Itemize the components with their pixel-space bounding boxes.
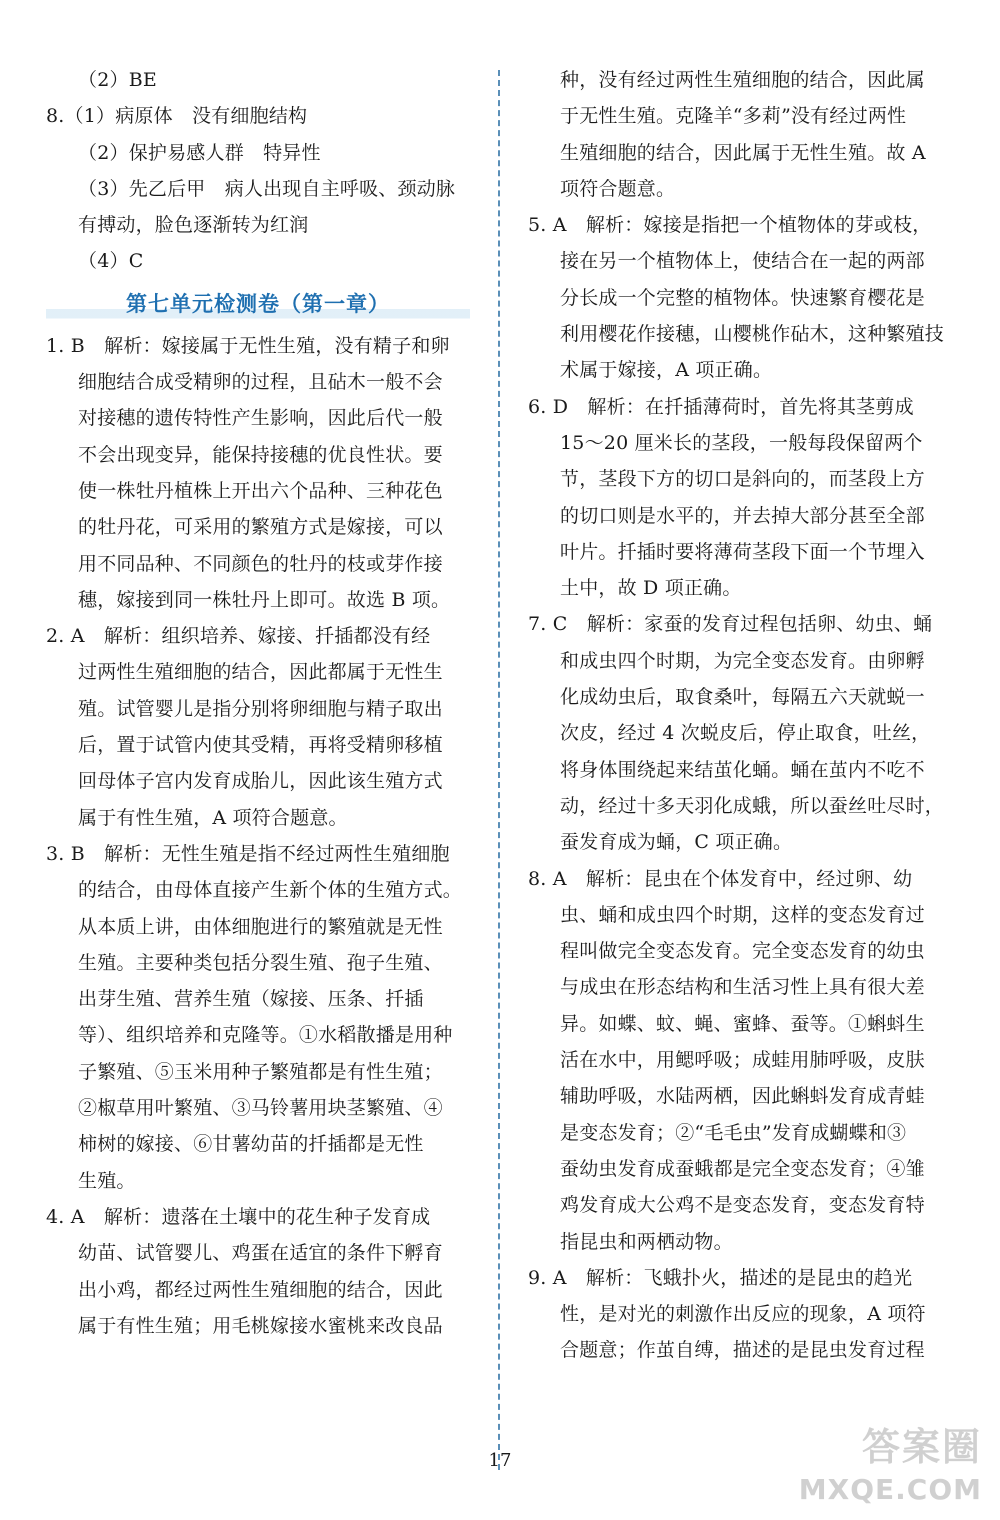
- text-line: 生殖。: [78, 1169, 136, 1192]
- text-line: 3. B 解析：无性生殖是指不经过两性生殖细胞: [46, 842, 450, 865]
- text-line: 的切口则是水平的，并去掉大部分甚至全部: [560, 504, 925, 527]
- text-line: 用不同品种、不同颜色的牡丹的枝或芽作接: [78, 552, 443, 575]
- text-line: 生殖。主要种类包括分裂生殖、孢子生殖、: [78, 951, 443, 974]
- watermark-bottom-text: MXQE.COM: [798, 1473, 982, 1506]
- text-line: 使一株牡丹植株上开出六个品种、三种花色: [78, 479, 443, 502]
- column-divider: [498, 70, 500, 1470]
- text-line: 性，是对光的刺激作出反应的现象，A 项符: [560, 1303, 926, 1326]
- text-line: 的牡丹花，可采用的繁殖方式是嫁接，可以: [78, 516, 443, 539]
- text-line: 程叫做完全变态发育。完全变态发育的幼虫: [560, 940, 925, 963]
- text-line: 等）、组织培养和克隆等。①水稻散播是用种: [78, 1024, 453, 1047]
- text-line: 次皮，经过 4 次蜕皮后，停止取食，吐丝，: [560, 722, 931, 745]
- text-line: 8. A 解析：昆虫在个体发育中，经过卵、幼: [528, 867, 913, 890]
- text-line: 化成幼虫后，取食桑叶，每隔五六天就蜕一: [560, 686, 925, 709]
- text-line: 7. C 解析：家蚕的发育过程包括卵、幼虫、蛹: [528, 613, 933, 636]
- text-line: 于无性生殖。克隆羊“多莉”没有经过两性: [560, 105, 907, 128]
- right-column: [528, 62, 948, 1369]
- text-line: 子繁殖、⑤玉米用种子繁殖都是有性生殖；: [78, 1060, 443, 1083]
- text-line: 鸡发育成大公鸡不是变态发育，变态发育特: [560, 1194, 925, 1217]
- text-line: 属于有性生殖，A 项符合题意。: [78, 806, 348, 829]
- text-line: 生殖细胞的结合，因此属于无性生殖。故 A: [560, 141, 926, 164]
- text-line: 将身体围绕起来结茧化蛹。蛹在茧内不吃不: [560, 758, 925, 781]
- text-line: （4）C: [78, 250, 144, 273]
- text-line: 和成虫四个时期，为完全变态发育。由卵孵: [560, 649, 925, 672]
- text-line: （2）BE: [78, 69, 157, 91]
- text-line: （3）先乙后甲 病人出现自主呼吸、颈动脉: [78, 177, 456, 200]
- text-line: 1. B 解析：嫁接属于无性生殖，没有精子和卵: [46, 334, 450, 357]
- text-line: 穗，嫁接到同一株牡丹上即可。故选 B 项。: [78, 588, 451, 611]
- text-line: ②椒草用叶繁殖、③马铃薯用块茎繁殖、④: [78, 1097, 443, 1120]
- text-line: 殖。试管婴儿是指分别将卵细胞与精子取出: [78, 697, 443, 720]
- text-line: 项符合题意。: [560, 177, 676, 200]
- text-line: 柿树的嫁接、⑥甘薯幼苗的扦插都是无性: [78, 1133, 424, 1156]
- text-line: 叶片。扦插时要将薄荷茎段下面一个节埋入: [560, 540, 925, 563]
- text-line: 与成虫在形态结构和生活习性上具有很大差: [560, 976, 925, 999]
- text-line: 利用樱花作接穗，山樱桃作砧木，这种繁殖技: [560, 323, 945, 346]
- text-line: 是变态发育；②“毛毛虫”发育成蝴蝶和③: [560, 1121, 907, 1144]
- text-line: 蚕发育成为蛹，C 项正确。: [560, 831, 793, 854]
- text-line: 9. A 解析：飞蛾扑火，描述的是昆虫的趋光: [528, 1266, 913, 1289]
- text-line: 辅助呼吸，水陆两栖，因此蝌蚪发育成青蛙: [560, 1085, 925, 1108]
- text-line: 分长成一个完整的植物体。快速繁育樱花是: [560, 286, 925, 309]
- text-line: 种，没有经过两性生殖细胞的结合，因此属: [560, 69, 925, 91]
- text-line: 出小鸡，都经过两性生殖细胞的结合，因此: [78, 1278, 443, 1301]
- text-line: 不会出现变异，能保持接穗的优良性状。要: [78, 443, 443, 466]
- text-line: 节，茎段下方的切口是斜向的，而茎段上方: [560, 468, 925, 491]
- watermark-logo: [782, 1416, 982, 1506]
- text-line: 后，置于试管内使其受精，再将受精卵移植: [78, 734, 443, 757]
- text-line: 对接穗的遗传特性产生影响，因此后代一般: [78, 407, 443, 430]
- left-column: [46, 62, 470, 1344]
- text-line: 出芽生殖、营养生殖（嫁接、压条、扦插: [78, 988, 424, 1011]
- text-line: 有搏动，脸色逐渐转为红润: [78, 214, 309, 237]
- watermark-top-text: 答案圈: [861, 1425, 982, 1469]
- text-line: 从本质上讲，由体细胞进行的繁殖就是无性: [78, 915, 443, 938]
- text-line: 5. A 解析：嫁接是指把一个植物体的芽或枝，: [528, 214, 932, 237]
- text-line: 8.（1）病原体 没有细胞结构: [46, 105, 308, 128]
- text-line: 6. D 解析：在扦插薄荷时，首先将其茎剪成: [528, 395, 914, 418]
- text-line: 接在另一个植物体上，使结合在一起的两部: [560, 250, 925, 273]
- text-line: 异。如蝶、蚊、蝇、蜜蜂、蚕等。①蝌蚪生: [560, 1012, 925, 1035]
- text-line: 虫、蛹和成虫四个时期，这样的变态发育过: [560, 903, 925, 926]
- text-line: 合题意；作茧自缚，描述的是昆虫发育过程: [560, 1339, 925, 1362]
- text-line: 2. A 解析：组织培养、嫁接、扦插都没有经: [46, 625, 431, 648]
- text-line: 细胞结合成受精卵的过程，且砧木一般不会: [78, 371, 443, 394]
- text-line: 动，经过十多天羽化成蛾，所以蚕丝吐尽时，: [560, 794, 945, 817]
- text-line: 过两性生殖细胞的结合，因此都属于无性生: [78, 661, 443, 684]
- text-line: 指昆虫和两栖动物。: [560, 1230, 733, 1253]
- text-line: （2）保护易感人群 特异性: [78, 141, 321, 164]
- text-line: 术属于嫁接，A 项正确。: [560, 359, 773, 382]
- text-line: 活在水中，用鳃呼吸；成蛙用肺呼吸，皮肤: [560, 1049, 925, 1072]
- text-line: 蚕幼虫发育成蚕蛾都是完全变态发育；④雏: [560, 1157, 925, 1180]
- text-line: 15～20 厘米长的茎段，一般每段保留两个: [560, 431, 923, 454]
- text-line: 的结合，由母体直接产生新个体的生殖方式。: [78, 879, 463, 902]
- page-number: 17: [488, 1450, 512, 1471]
- text-line: 土中，故 D 项正确。: [560, 577, 742, 600]
- text-line: 回母体子宫内发育成胎儿，因此该生殖方式: [78, 770, 443, 793]
- text-line: 属于有性生殖；用毛桃嫁接水蜜桃来改良品: [78, 1314, 443, 1337]
- section-title: 第七单元检测卷（第一章）: [46, 280, 470, 328]
- text-line: 4. A 解析：遗落在土壤中的花生种子发育成: [46, 1205, 431, 1228]
- text-line: 幼苗、试管婴儿、鸡蛋在适宜的条件下孵育: [78, 1242, 443, 1265]
